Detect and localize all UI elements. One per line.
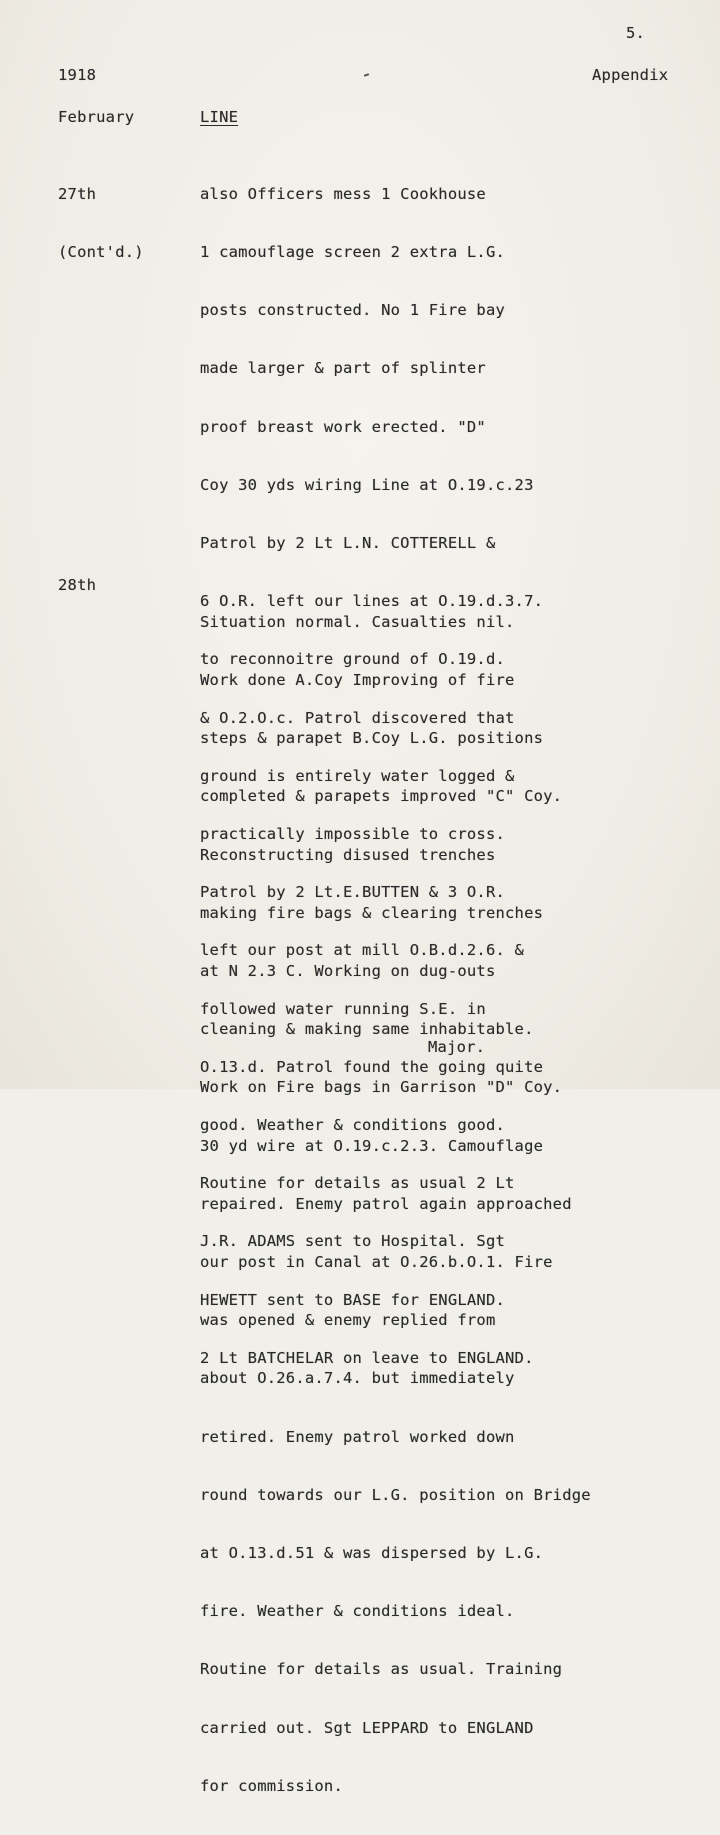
- month-heading: February: [58, 108, 135, 126]
- entry-line: repaired. Enemy patrol again approached: [200, 1194, 572, 1213]
- entry-line: ground is entirely water logged &: [200, 766, 515, 785]
- entry-line: at N 2.3 C. Working on dug-outs: [200, 962, 496, 981]
- entry-line: Coy 30 yds wiring Line at O.19.c.23: [200, 475, 534, 494]
- page-number: 5.: [626, 24, 646, 42]
- entry-line: Routine for details as usual. Training: [200, 1660, 563, 1679]
- entry-line: fire. Weather & conditions ideal.: [200, 1602, 515, 1621]
- entry-line: Patrol by 2 Lt.E.BUTTEN & 3 O.R.: [200, 883, 506, 902]
- entry-line: Situation normal. Casualties nil.: [200, 612, 515, 631]
- year-heading: 1918: [58, 66, 97, 84]
- entry-line: 6 O.R. left our lines at O.19.d.3.7.: [200, 592, 544, 611]
- entry-line: proof breast work erected. "D": [200, 417, 486, 436]
- entry-line: also Officers mess 1 Cookhouse: [200, 184, 486, 203]
- entry-line: Patrol by 2 Lt L.N. COTTERELL &: [200, 534, 496, 553]
- entry-line: made larger & part of splinter: [200, 359, 486, 378]
- entry-line: making fire bags & clearing trenches: [200, 903, 544, 922]
- entry-line: was opened & enemy replied from: [200, 1311, 496, 1330]
- entry-line: good. Weather & conditions good.: [200, 1116, 506, 1135]
- entry-line: 30 yd wire at O.19.c.2.3. Camouflage: [200, 1136, 544, 1155]
- entry-line: Reconstructing disused trenches: [200, 845, 496, 864]
- entry-line: left our post at mill O.B.d.2.6. &: [200, 941, 525, 960]
- entry-line: about O.26.a.7.4. but immediately: [200, 1369, 515, 1388]
- entry-date: 27th: [58, 184, 97, 203]
- ink-mark: [364, 73, 369, 77]
- entry-line: for commission.: [200, 1776, 343, 1795]
- section-heading: LINE: [200, 108, 239, 126]
- entry-line: Work done A.Coy Improving of fire: [200, 671, 515, 690]
- entry-line: HEWETT sent to BASE for ENGLAND.: [200, 1290, 506, 1309]
- entry-line: to reconnoitre ground of O.19.d.: [200, 650, 506, 669]
- entry-line: steps & parapet B.Coy L.G. positions: [200, 729, 544, 748]
- entry-line: followed water running S.E. in: [200, 999, 486, 1018]
- entry-line: carried out. Sgt LEPPARD to ENGLAND: [200, 1718, 534, 1737]
- entry-line: our post in Canal at O.26.b.O.1. Fire: [200, 1253, 553, 1272]
- entry-line: completed & parapets improved "C" Coy.: [200, 787, 563, 806]
- entry-line: posts constructed. No 1 Fire bay: [200, 301, 506, 320]
- diary-entry-28th: [200, 574, 591, 1835]
- entry-line: at O.13.d.51 & was dispersed by L.G.: [200, 1544, 544, 1563]
- entry-line: practically impossible to cross.: [200, 825, 506, 844]
- entry-line: Work on Fire bags in Garrison "D" Coy.: [200, 1078, 563, 1097]
- entry-line: O.13.d. Patrol found the going quite: [200, 1057, 544, 1076]
- entry-date-27th: [58, 146, 144, 301]
- entry-line: 1 camouflage screen 2 extra L.G.: [200, 243, 506, 262]
- appendix-label: Appendix: [592, 66, 669, 84]
- entry-line: retired. Enemy patrol worked down: [200, 1427, 515, 1446]
- entry-date-note: (Cont'd.): [58, 243, 144, 262]
- signature-rank: Major.: [428, 1038, 486, 1056]
- entry-line: cleaning & making same inhabitable.: [200, 1020, 534, 1039]
- entry-line: Routine for details as usual 2 Lt: [200, 1174, 515, 1193]
- entry-date-28th: 28th: [58, 576, 97, 594]
- entry-line: & O.2.O.c. Patrol discovered that: [200, 708, 515, 727]
- entry-line: J.R. ADAMS sent to Hospital. Sgt: [200, 1232, 506, 1251]
- entry-line: 2 Lt BATCHELAR on leave to ENGLAND.: [200, 1348, 534, 1367]
- entry-line: round towards our L.G. position on Bridge: [200, 1485, 591, 1504]
